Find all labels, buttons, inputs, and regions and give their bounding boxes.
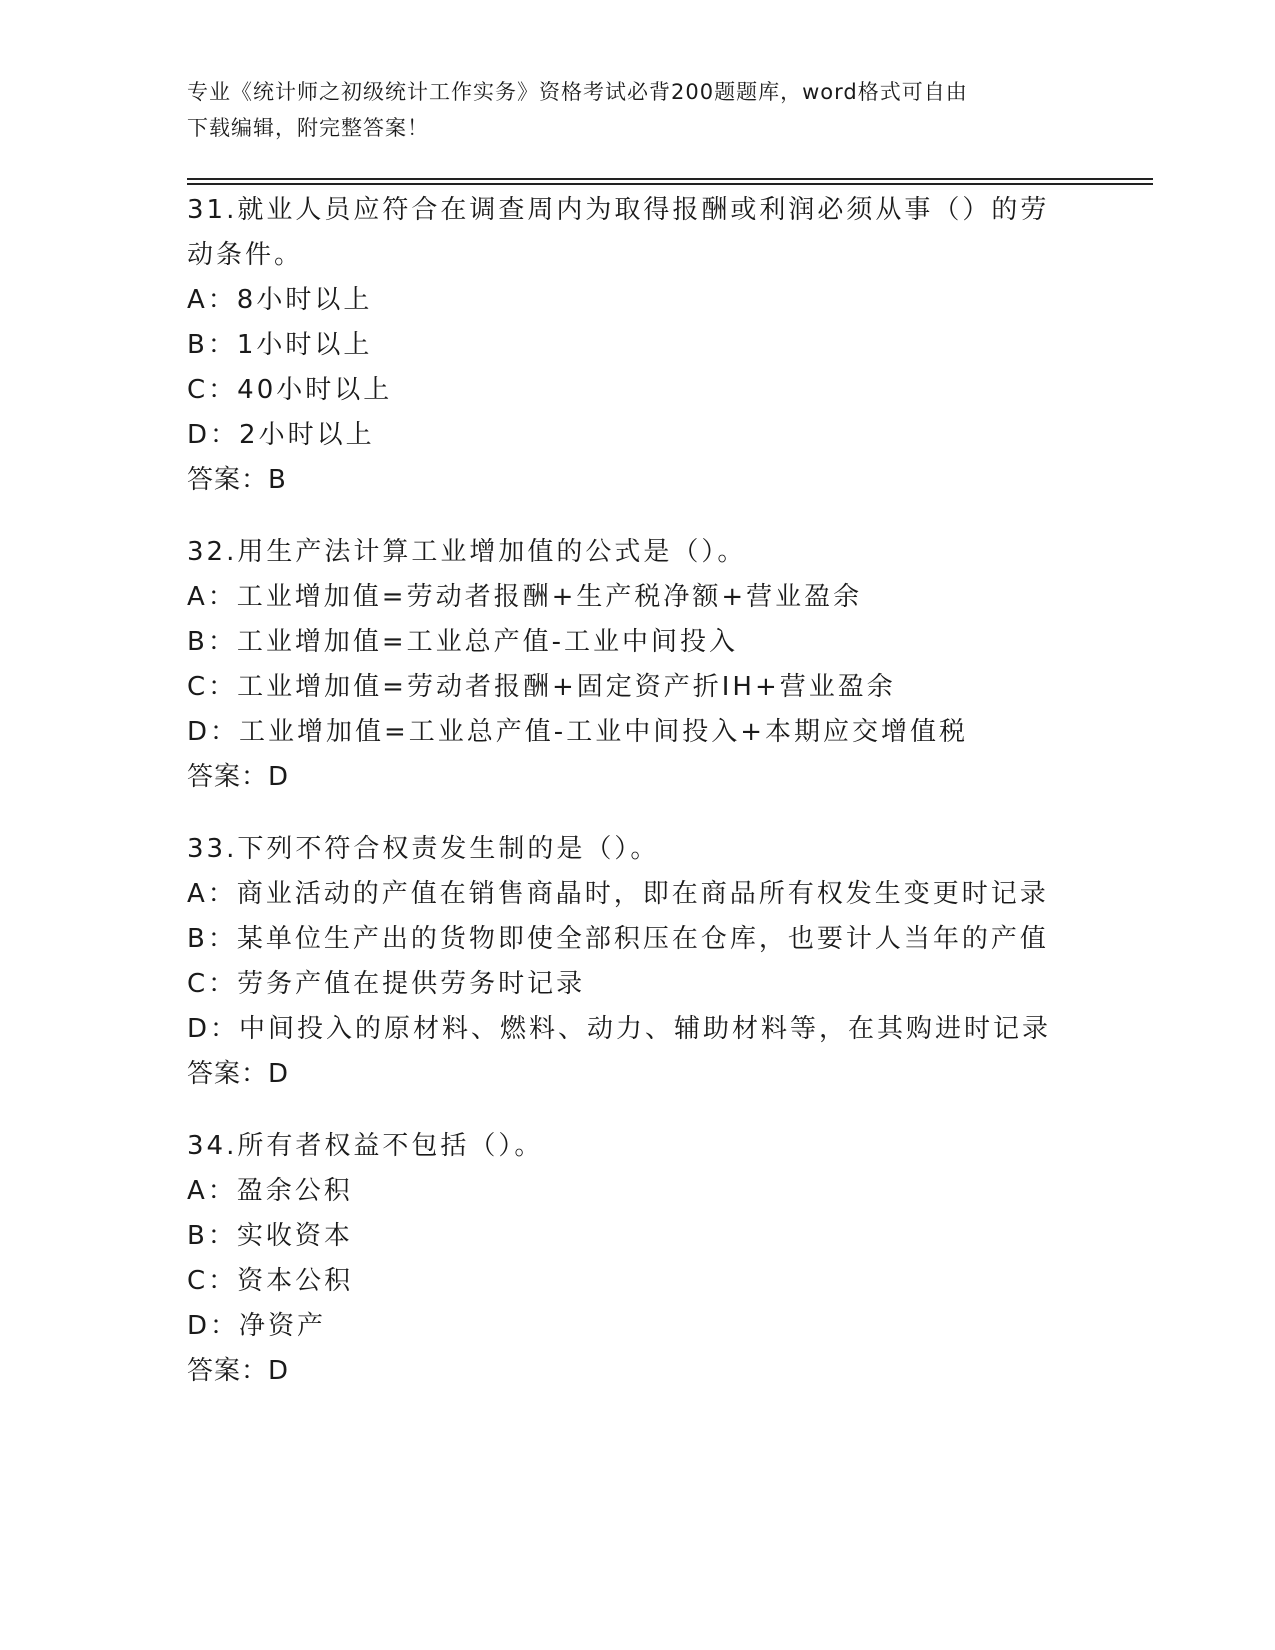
question-34 bbox=[187, 1124, 1087, 1394]
answer-text: 答案：D bbox=[187, 762, 290, 792]
question-31 bbox=[187, 188, 1087, 503]
header-divider-top bbox=[187, 178, 1153, 180]
question-33 bbox=[187, 827, 1087, 1097]
question-stem: 31.就业人员应符合在调查周内为取得报酬或利润必须从事（）的劳动条件。 bbox=[187, 195, 1050, 270]
header-divider-bottom bbox=[187, 183, 1153, 185]
option-d: D：中间投入的原材料、燃料、动力、辅助材料等，在其购进时记录 bbox=[187, 1014, 1052, 1044]
option-a: A：8小时以上 bbox=[187, 285, 373, 315]
option-b: B：某单位生产出的货物即使全部积压在仓库，也要计人当年的产值 bbox=[187, 924, 1049, 954]
document-header bbox=[187, 74, 1067, 146]
header-line-2: 下载编辑，附完整答案！ bbox=[187, 116, 429, 140]
option-d: D：净资产 bbox=[187, 1311, 327, 1341]
option-c: C：资本公积 bbox=[187, 1266, 354, 1296]
option-c: C：工业增加值=劳动者报酬+固定资产折IH+营业盈余 bbox=[187, 672, 896, 702]
answer-text: 答案：D bbox=[187, 1356, 290, 1386]
answer-text: 答案：B bbox=[187, 465, 287, 495]
option-b: B：实收资本 bbox=[187, 1221, 353, 1251]
question-stem: 33.下列不符合权责发生制的是（）。 bbox=[187, 834, 660, 864]
header-line-1: 专业《统计师之初级统计工作实务》资格考试必背200题题库，word格式可自由 bbox=[187, 80, 968, 104]
option-b: B：工业增加值=工业总产值-工业中间投入 bbox=[187, 627, 739, 657]
question-32 bbox=[187, 530, 1087, 800]
question-stem: 32.用生产法计算工业增加值的公式是（）。 bbox=[187, 537, 747, 567]
option-a: A：盈余公积 bbox=[187, 1176, 353, 1206]
option-c: C：劳务产值在提供劳务时记录 bbox=[187, 969, 586, 999]
option-a: A：工业增加值=劳动者报酬+生产税净额+营业盈余 bbox=[187, 582, 863, 612]
question-stem: 34.所有者权益不包括（）。 bbox=[187, 1131, 544, 1161]
option-b: B：1小时以上 bbox=[187, 330, 373, 360]
answer-text: 答案：D bbox=[187, 1059, 290, 1089]
option-d: D：2小时以上 bbox=[187, 420, 375, 450]
option-a: A：商业活动的产值在销售商晶时，即在商品所有权发生变更时记录 bbox=[187, 879, 1049, 909]
option-c: C：40小时以上 bbox=[187, 375, 393, 405]
question-list bbox=[187, 188, 1087, 1421]
option-d: D：工业增加值=工业总产值-工业中间投入+本期应交增值税 bbox=[187, 717, 968, 747]
